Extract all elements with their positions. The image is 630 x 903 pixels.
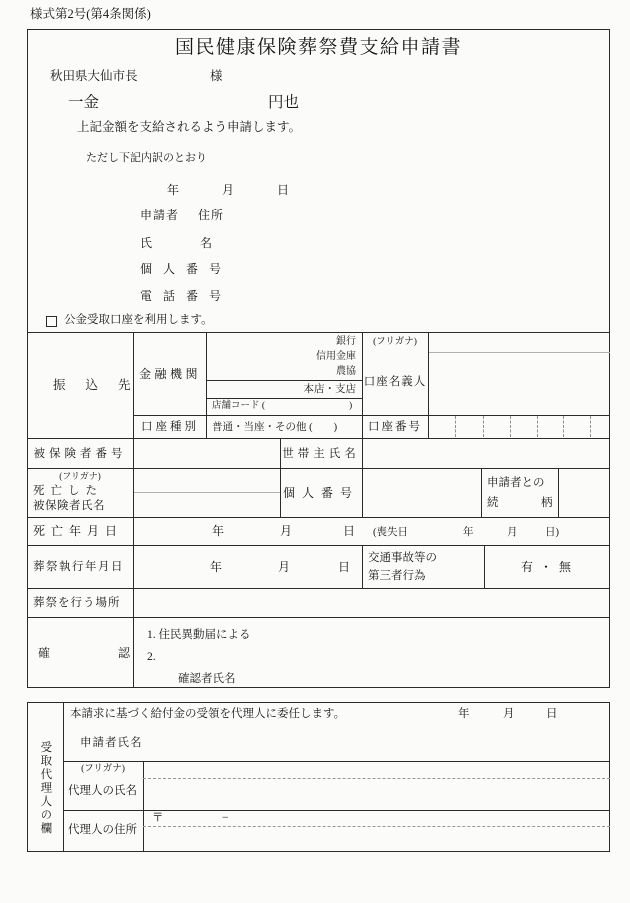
grid-line: [27, 517, 610, 518]
loss-year-label: 年: [463, 527, 474, 538]
addressee-name: 秋田県大仙市長: [50, 69, 138, 83]
deceased-personal-no-label: 個人番号: [282, 486, 359, 500]
agent-applicant-name-input[interactable]: [155, 733, 595, 753]
deceased-name-input[interactable]: [135, 494, 278, 515]
death-month-label: 月: [280, 524, 293, 538]
applicant-address-label: 住所: [198, 208, 225, 222]
account-holder-label: 口座名義人: [363, 376, 427, 388]
delegation-date-input[interactable]: [425, 704, 605, 722]
account-no-label: 口座番号: [368, 421, 422, 433]
public-account-checkbox[interactable]: [46, 316, 57, 327]
branch-code-input[interactable]: [255, 399, 345, 414]
traffic-accident-choice[interactable]: 有 ・ 無: [520, 560, 573, 574]
branch-code-label: 店舗コード (: [212, 401, 266, 411]
form-title: 国民健康保険葬祭費支給申請書: [174, 37, 462, 58]
applicant-name-label-a: 氏: [140, 236, 153, 250]
branch-name-input[interactable]: [208, 381, 303, 397]
deceased-label-line1: 死亡した: [33, 485, 103, 497]
grid-line: [27, 468, 610, 469]
relation-input[interactable]: [560, 470, 608, 515]
amount-prefix: 一金: [68, 94, 100, 111]
funeral-date-input[interactable]: [135, 547, 360, 586]
confirmer-name-label: 確認者氏名: [178, 673, 236, 685]
grid-line: [27, 438, 610, 439]
account-no-input[interactable]: [430, 416, 608, 437]
loss-date-close: 日): [545, 527, 559, 538]
applicant-phone-label: 電話番号: [140, 289, 233, 303]
public-account-label: 公金受取口座を利用します。: [64, 314, 213, 326]
deceased-label-line2: 被保険者氏名: [33, 500, 105, 512]
account-type-label: 口座種別: [141, 421, 199, 433]
applicant-name-input[interactable]: [235, 233, 600, 251]
funeral-place-input[interactable]: [135, 590, 608, 615]
amount-input-area[interactable]: [105, 90, 260, 110]
applicant-name-label-b: 名: [200, 236, 213, 250]
funeral-month-label: 月: [278, 560, 291, 574]
funeral-date-label: 葬祭執行年月日: [33, 561, 124, 573]
agent-name-label: 代理人の氏名: [68, 785, 137, 797]
agent-section-side-label: 受取代理人の欄: [39, 741, 52, 836]
applicant-personal-no-input[interactable]: [235, 259, 600, 277]
relation-label-line1: 申請者との: [487, 477, 545, 489]
account-type-options: 普通・当座・その他 ( ): [212, 422, 338, 433]
institution-label: 金融機関: [139, 367, 202, 381]
grid-line: [27, 545, 610, 546]
addressee-honorific: 様: [210, 69, 223, 83]
loss-month-label: 月: [507, 527, 518, 538]
confirm-label-a: 確: [38, 646, 51, 660]
applicant-label: 申請者: [140, 208, 180, 222]
relation-label-a: 続: [487, 497, 499, 509]
account-holder-input[interactable]: [430, 354, 608, 413]
account-furigana-label: (フリガナ): [373, 337, 417, 347]
death-year-label: 年: [212, 524, 225, 538]
delegation-year-label: 年: [458, 708, 470, 720]
grid-line: [428, 332, 429, 438]
deceased-personal-no-input[interactable]: [364, 470, 479, 515]
loss-date-prefix: (喪失日: [373, 527, 408, 538]
confirm-item2: 2.: [147, 651, 156, 663]
agent-address-label: 代理人の住所: [68, 824, 137, 836]
postal-mark: 〒: [152, 812, 164, 824]
traffic-accident-label-line1: 交通事故等の: [368, 552, 437, 564]
branch-code-close-paren: ): [349, 401, 353, 411]
funeral-place-label: 葬祭を行う場所: [33, 597, 121, 609]
agent-furigana-label: (フリガナ): [81, 764, 125, 774]
account-type-input[interactable]: [310, 417, 355, 436]
institution-type-agri-coop: 農協: [336, 366, 356, 377]
confirmer-name-input[interactable]: [245, 668, 445, 686]
postal-divider: [143, 826, 610, 827]
furigana-divider: [133, 492, 280, 493]
grid-line: [143, 761, 144, 852]
grid-line: [27, 588, 610, 589]
branch-label: 本店・支店: [303, 384, 356, 395]
applicant-phone-input[interactable]: [235, 286, 600, 304]
confirm-label-b: 認: [118, 646, 131, 660]
funeral-year-label: 年: [210, 560, 223, 574]
bank-name-input[interactable]: [208, 334, 313, 378]
transfer-row-label: 振込先: [53, 378, 151, 392]
agent-name-input[interactable]: [145, 780, 605, 808]
grid-line: [27, 332, 610, 333]
app-date-year-label: 年: [167, 183, 180, 197]
account-furigana-input[interactable]: [430, 334, 608, 351]
grid-line: [63, 702, 64, 852]
householder-label: 世帯主氏名: [282, 448, 360, 460]
postal-dash: −: [222, 812, 229, 824]
institution-type-credit-union: 信用金庫: [316, 351, 356, 362]
delegation-sentence: 本請求に基づく給付金の受領を代理人に委任します。: [70, 708, 346, 720]
death-day-label: 日: [343, 524, 356, 538]
app-date-month-label: 月: [222, 183, 235, 197]
householder-input[interactable]: [364, 440, 608, 466]
applicant-personal-no-label: 個人番号: [140, 262, 233, 276]
agent-furigana-input[interactable]: [145, 763, 605, 777]
app-date-input-area[interactable]: [135, 180, 295, 198]
delegation-day-label: 日: [546, 708, 558, 720]
amount-suffix: 円也: [268, 94, 300, 111]
funeral-day-label: 日: [338, 560, 351, 574]
delegation-month-label: 月: [503, 708, 515, 720]
grid-line: [481, 468, 482, 517]
form-code: 様式第2号(第4条関係): [30, 7, 151, 21]
death-date-label: 死亡年月日: [33, 524, 124, 538]
furigana-divider: [143, 778, 610, 779]
insured-no-input[interactable]: [135, 440, 278, 466]
institution-type-bank: 銀行: [336, 336, 356, 347]
grid-line: [558, 468, 559, 517]
grid-line: [362, 545, 363, 588]
agent-applicant-name-label: 申請者氏名: [80, 737, 143, 749]
confirm-item1: 1. 住民異動届による: [147, 629, 251, 641]
agent-address-input[interactable]: [145, 828, 605, 850]
furigana-divider: [428, 352, 610, 353]
deceased-furigana-label: (フリガナ): [59, 471, 101, 481]
agent-postal-input[interactable]: [165, 809, 365, 824]
grid-line: [27, 617, 610, 618]
app-date-day-label: 日: [277, 183, 290, 197]
grid-line: [63, 761, 610, 762]
insured-no-label: 被保険者番号: [33, 448, 127, 460]
relation-label-b: 柄: [541, 497, 553, 509]
request-sentence: 上記金額を支給されるよう申請します。: [77, 120, 302, 134]
breakdown-note: ただし下記内訳のとおり: [86, 152, 207, 164]
deceased-furigana-input[interactable]: [135, 470, 278, 490]
traffic-accident-label-line2: 第三者行為: [368, 570, 426, 582]
applicant-address-input[interactable]: [235, 205, 600, 223]
death-date-input[interactable]: [135, 519, 608, 543]
